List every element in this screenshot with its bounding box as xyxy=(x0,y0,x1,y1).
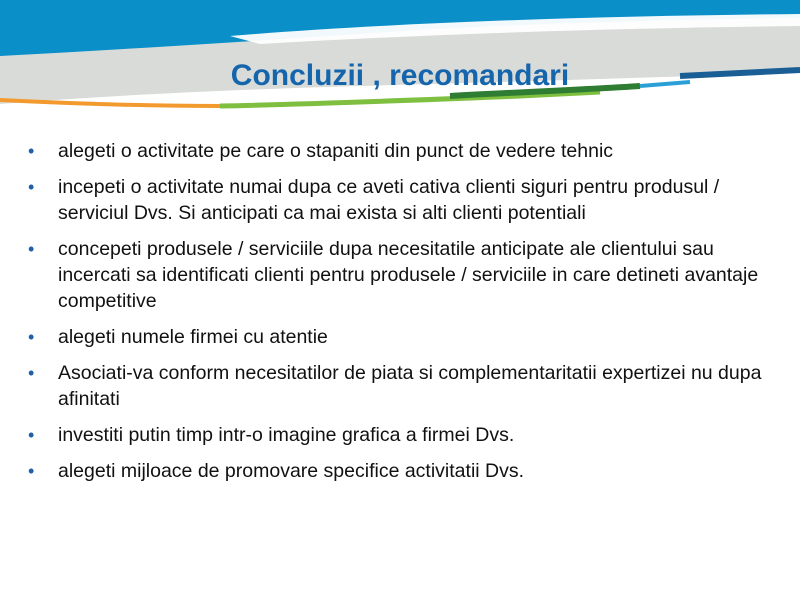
bullet-item xyxy=(28,360,778,412)
bullet-item xyxy=(28,236,778,314)
bullet-text: alegeti mijloace de promovare specifice activitatii Dvs. xyxy=(58,460,525,482)
header-orange-stroke xyxy=(0,100,220,106)
bullet-item xyxy=(28,174,778,226)
bullet-marker: • xyxy=(28,327,35,347)
bullet-text: concepeti produsele / serviciile dupa necesitatile anticipate ale clientului sau incercati sa identificati clienti pentru produsele / serviciile in care detineti avantaje competitive xyxy=(58,238,759,312)
bullet-marker: • xyxy=(28,363,35,383)
bullet-text: alegeti numele firmei cu atentie xyxy=(58,326,328,348)
bullet-list xyxy=(28,138,778,494)
bullet-marker: • xyxy=(28,239,35,259)
bullet-marker: • xyxy=(28,425,35,445)
bullet-marker: • xyxy=(28,177,35,197)
bullet-marker: • xyxy=(28,461,35,481)
bullet-item xyxy=(28,324,778,350)
slide-title: Concluzii , recomandari xyxy=(230,59,570,92)
bullet-item xyxy=(28,422,778,448)
bullet-text: Asociati-va conform necesitatilor de piata si complementaritatii expertizei nu dupa afinitati xyxy=(58,362,762,410)
bullet-item xyxy=(28,138,778,164)
bullet-marker: • xyxy=(28,141,35,161)
bullet-item xyxy=(28,458,778,484)
bullet-text: incepeti o activitate numai dupa ce aveti cativa clienti siguri pentru produsul / serviciul Dvs. Si anticipati ca mai exista si alti clienti potentiali xyxy=(58,176,720,224)
bullet-text: investiti putin timp intr-o imagine grafica a firmei Dvs. xyxy=(58,424,515,446)
bullet-text: alegeti o activitate pe care o stapaniti din punct de vedere tehnic xyxy=(58,140,614,162)
